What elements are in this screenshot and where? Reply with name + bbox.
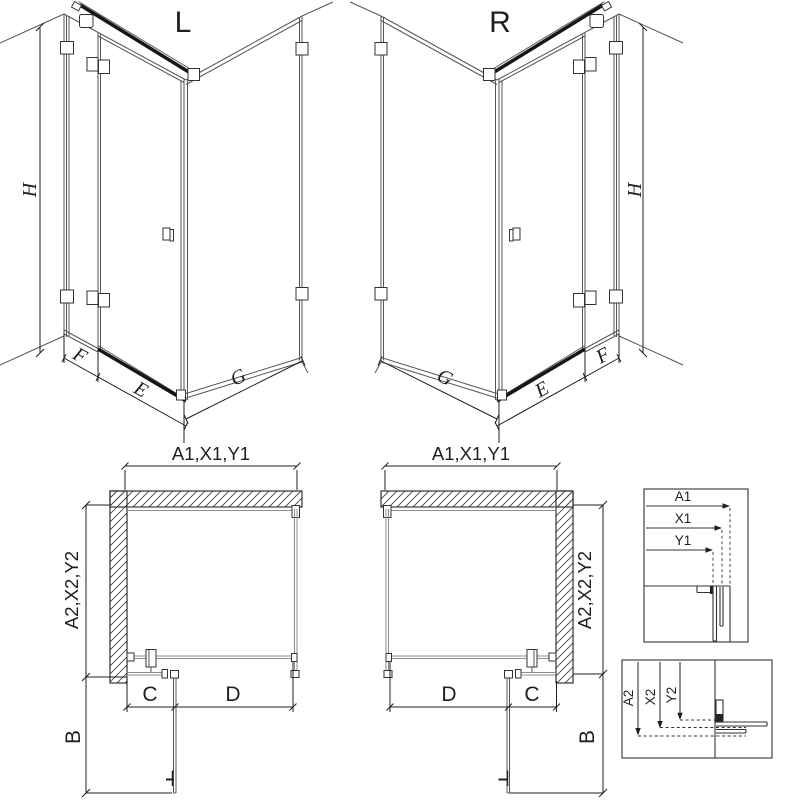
dim-label-width-right-plan: A1,X1,Y1	[431, 443, 511, 464]
dim-label-height-right: H	[624, 182, 646, 198]
wall-side-left-plan	[110, 491, 127, 683]
detail-label-y2: Y2	[664, 686, 679, 704]
detail-box-width-dims	[644, 489, 748, 642]
detail-label-x1: X1	[674, 511, 692, 526]
wall-top-right-plan	[381, 491, 573, 507]
iso-view-right	[350, 2, 683, 444]
dim-label-width-left-plan: A1,X1,Y1	[171, 443, 251, 464]
detail-label-x2: X2	[643, 688, 658, 706]
dim-label-f-left: F	[69, 343, 91, 369]
detail-label-y1: Y1	[674, 533, 692, 548]
dim-label-depth-right-plan: A2,X2,Y2	[574, 550, 595, 630]
dim-label-depth-left-plan: A2,X2,Y2	[61, 550, 82, 630]
dim-label-e-left: E	[130, 377, 152, 403]
wall-side-right-plan	[556, 491, 573, 683]
plan-view-right	[381, 443, 607, 797]
detail-label-a2: A2	[621, 689, 636, 707]
detail-box-depth-dims	[621, 660, 772, 758]
dim-label-e-right: E	[531, 377, 553, 403]
dim-label-g-right: G	[433, 364, 457, 391]
dim-label-c-left-plan: C	[142, 683, 158, 706]
dim-label-d-left-plan: D	[225, 683, 241, 706]
dim-label-c-right-plan: C	[524, 683, 540, 706]
detail-label-a1: A1	[674, 489, 692, 504]
plan-view-left	[61, 443, 302, 797]
iso-left-label: L	[174, 6, 192, 39]
dim-label-g-left: G	[226, 364, 250, 391]
dim-label-b-left-plan: B	[62, 729, 85, 745]
dim-label-f-right: F	[592, 343, 614, 369]
dim-label-height-left: H	[19, 182, 41, 198]
iso-right-label: R	[489, 6, 511, 39]
dim-label-d-right-plan: D	[441, 683, 457, 706]
wall-top-left-plan	[110, 491, 302, 507]
dim-label-b-right-plan: B	[576, 729, 599, 745]
iso-view-left	[0, 2, 333, 444]
